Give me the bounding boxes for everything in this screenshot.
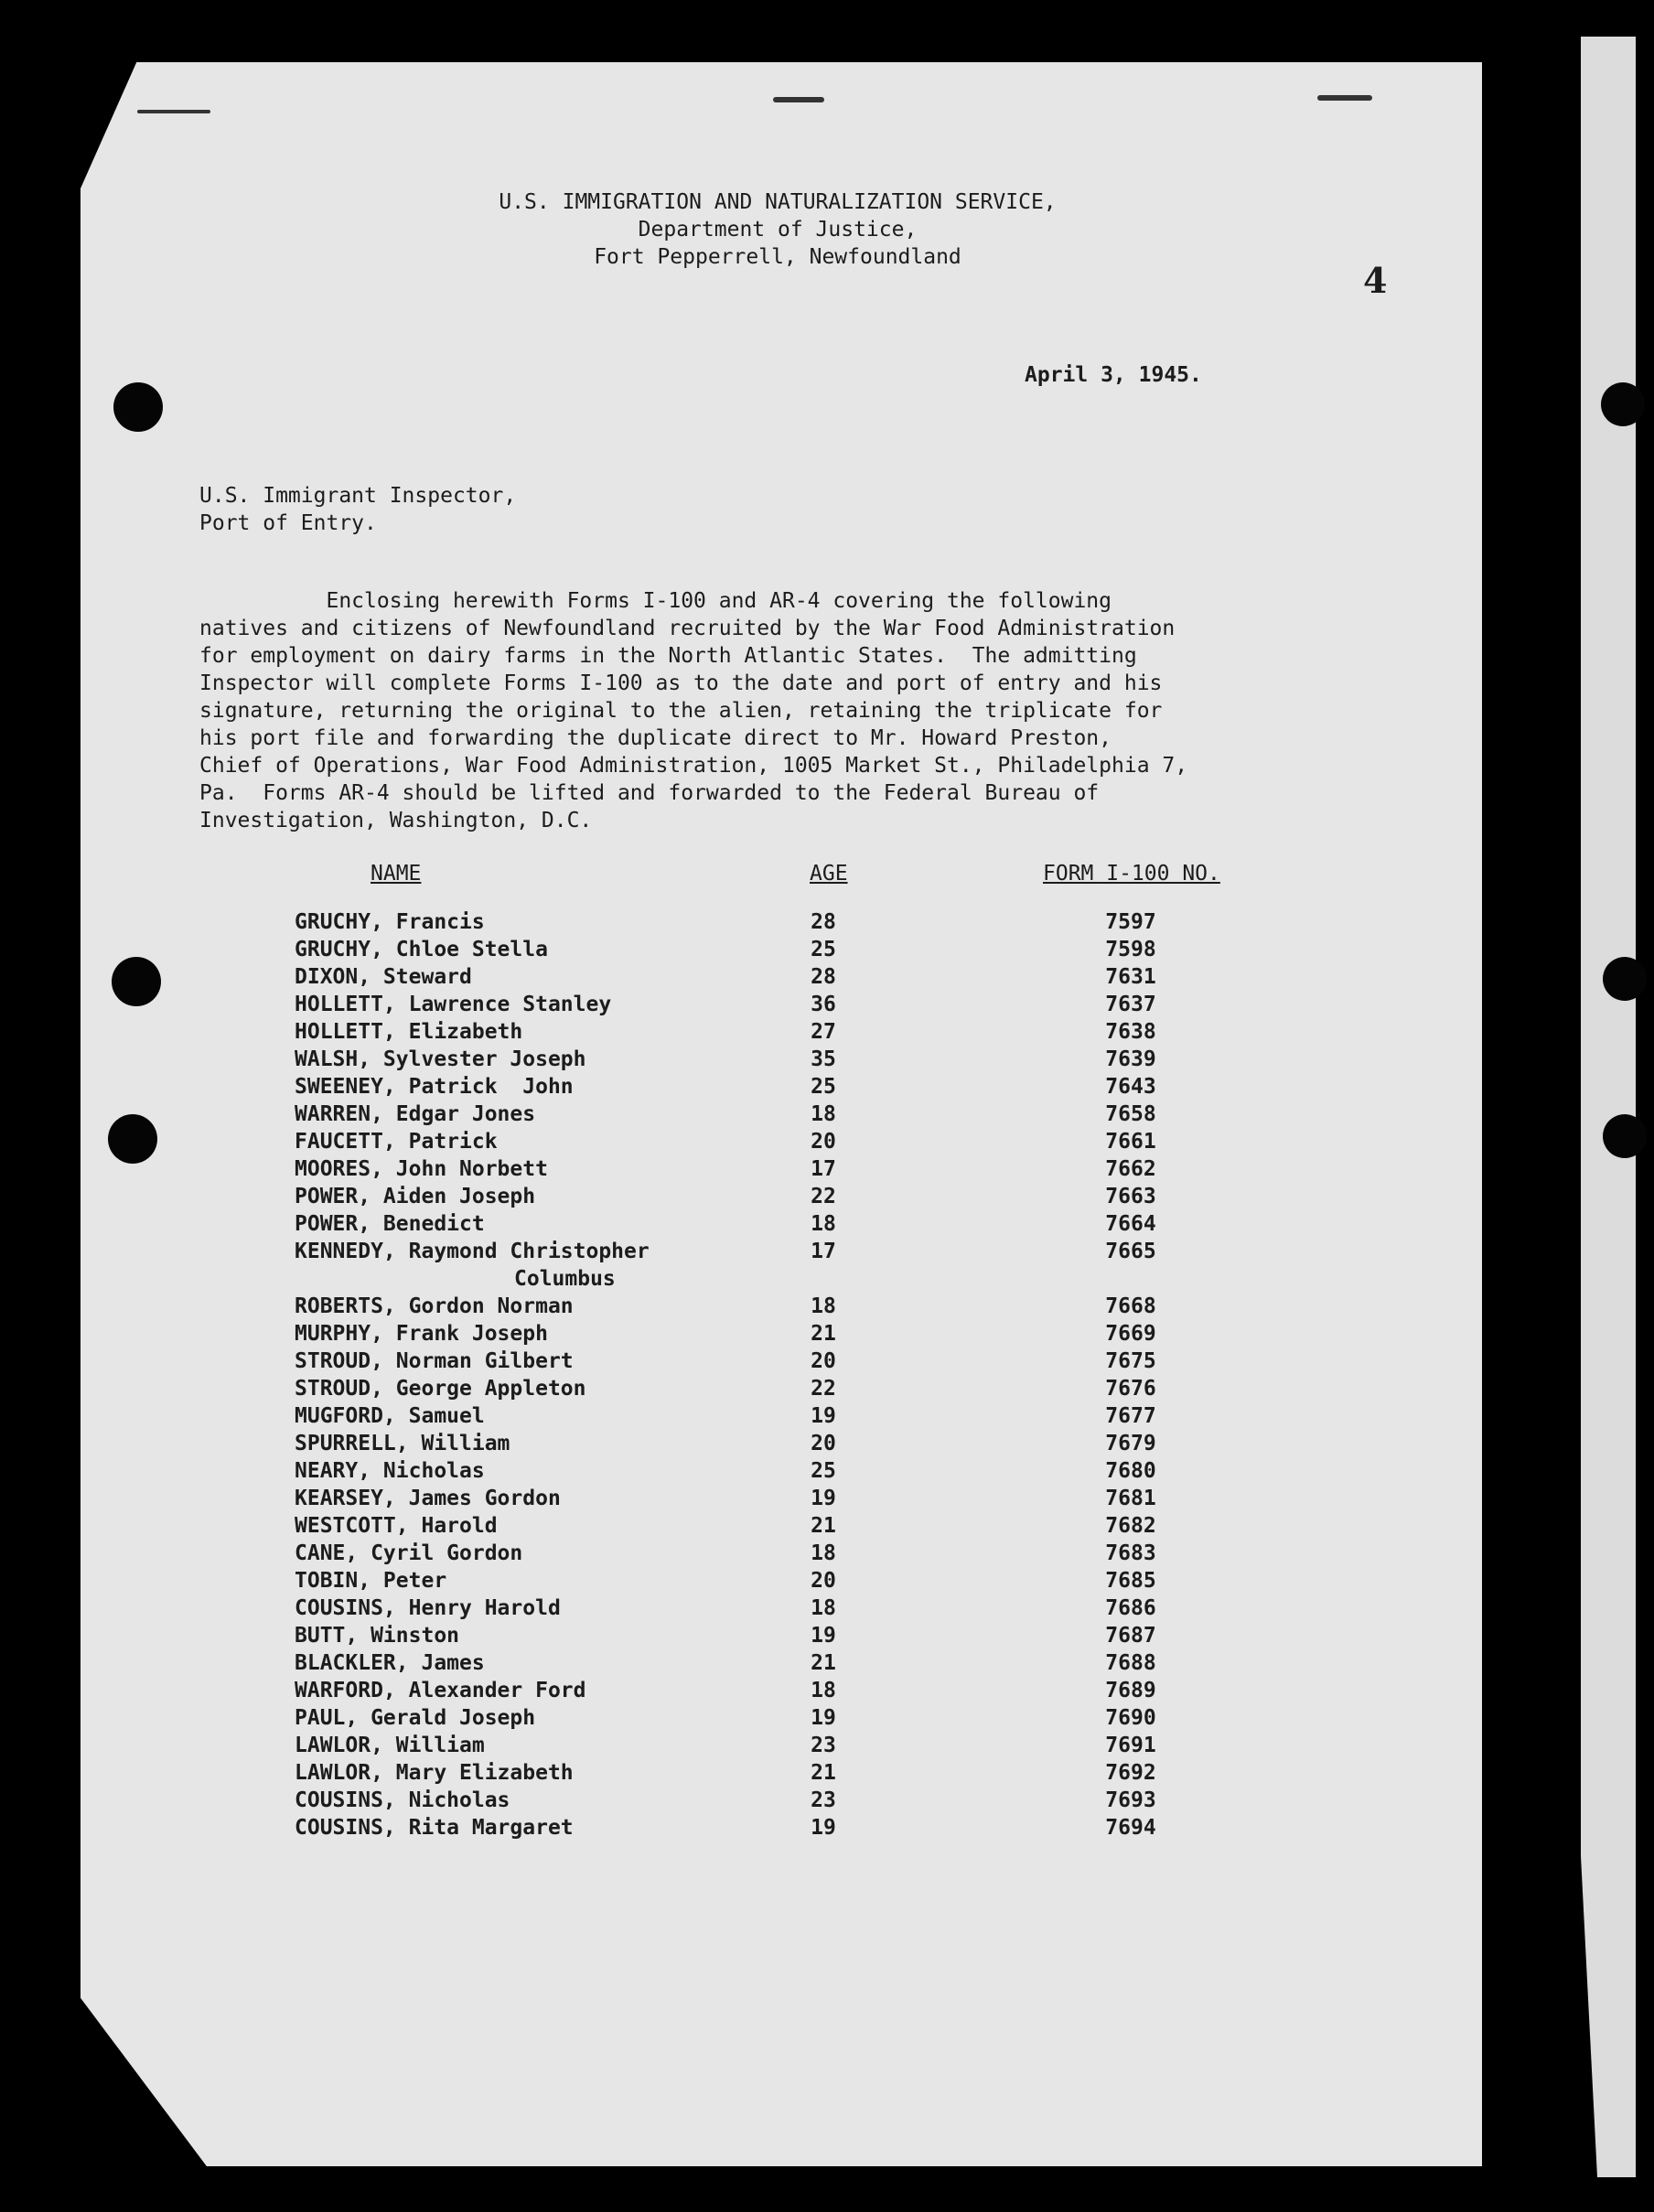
recruit-name: KENNEDY, Raymond Christopher	[295, 1240, 650, 1263]
recruit-name: POWER, Aiden Joseph	[295, 1185, 536, 1208]
recruit-age: 23	[811, 1788, 836, 1812]
body-line: natives and citizens of Newfoundland recruited by the War Food Administration	[199, 617, 1176, 640]
recruit-form-number: 7638	[1105, 1020, 1156, 1044]
recruit-age: 17	[811, 1157, 836, 1181]
addressee-line: Port of Entry.	[199, 511, 377, 535]
recruit-form-number: 7691	[1105, 1734, 1156, 1757]
list-item	[0, 1540, 1654, 1567]
letterhead-department: Department of Justice,	[638, 218, 918, 242]
body-line: Pa. Forms AR-4 should be lifted and forwarded to the Federal Bureau of	[199, 781, 1100, 805]
recruit-age: 19	[811, 1706, 836, 1730]
recruit-name: WALSH, Sylvester Joseph	[295, 1047, 586, 1071]
recruit-name: LAWLOR, Mary Elizabeth	[295, 1761, 574, 1785]
recruit-name: SPURRELL, William	[295, 1432, 510, 1455]
list-item	[0, 908, 1654, 936]
recruit-form-number: 7668	[1105, 1294, 1156, 1318]
recruit-form-number: 7686	[1105, 1596, 1156, 1620]
letterhead	[412, 188, 1144, 271]
recruit-age: 20	[811, 1569, 836, 1593]
recruit-age: 27	[811, 1020, 836, 1044]
list-item	[0, 1732, 1654, 1759]
recruit-name: DIXON, Steward	[295, 965, 472, 989]
recruit-name: MUGFORD, Samuel	[295, 1404, 485, 1428]
recruit-name: GRUCHY, Francis	[295, 910, 485, 934]
list-item	[0, 1238, 1654, 1265]
recruit-form-number: 7637	[1105, 993, 1156, 1016]
recruit-form-number: 7683	[1105, 1541, 1156, 1565]
recruit-age: 20	[811, 1130, 836, 1154]
list-item	[0, 1814, 1654, 1842]
recruit-name: LAWLOR, William	[295, 1734, 485, 1757]
recruit-age: 23	[811, 1734, 836, 1757]
letterhead-location: Fort Pepperrell, Newfoundland	[594, 245, 961, 269]
recruit-form-number: 7677	[1105, 1404, 1156, 1428]
body-line: for employment on dairy farms in the North Atlantic States. The admitting	[199, 644, 1137, 668]
recruit-age: 19	[811, 1624, 836, 1648]
list-item	[0, 991, 1654, 1018]
letterhead-agency: U.S. IMMIGRATION AND NATURALIZATION SERVICE,	[499, 190, 1057, 214]
column-header-age: AGE	[810, 862, 848, 886]
body-line: Chief of Operations, War Food Administration, 1005 Market St., Philadelphia 7,	[199, 754, 1188, 778]
list-item	[0, 1649, 1654, 1677]
recruit-form-number: 7675	[1105, 1349, 1156, 1373]
recruit-name: ROBERTS, Gordon Norman	[295, 1294, 574, 1318]
list-item	[0, 963, 1654, 991]
recruit-form-number: 7685	[1105, 1569, 1156, 1593]
recruit-age: 25	[811, 1075, 836, 1099]
recruit-form-number: 7690	[1105, 1706, 1156, 1730]
recruit-form-number: 7643	[1105, 1075, 1156, 1099]
recruit-age: 18	[811, 1596, 836, 1620]
recruit-name: GRUCHY, Chloe Stella	[295, 938, 548, 961]
recruit-form-number: 7639	[1105, 1047, 1156, 1071]
recruit-form-number: 7664	[1105, 1212, 1156, 1236]
recruit-age: 25	[811, 1459, 836, 1483]
list-item	[0, 1567, 1654, 1595]
page-number: 4	[1363, 260, 1388, 301]
list-item	[0, 1320, 1654, 1348]
list-item	[0, 1183, 1654, 1210]
list-item	[0, 1018, 1654, 1046]
recruit-age: 19	[811, 1487, 836, 1510]
recruit-name: CANE, Cyril Gordon	[295, 1541, 523, 1565]
recruit-name: COUSINS, Nicholas	[295, 1788, 510, 1812]
recruit-form-number: 7676	[1105, 1377, 1156, 1401]
recruit-form-number: 7631	[1105, 965, 1156, 989]
recruit-age: 18	[811, 1294, 836, 1318]
recruit-age: 21	[811, 1322, 836, 1346]
recruit-form-number: 7665	[1105, 1240, 1156, 1263]
addressee-line: U.S. Immigrant Inspector,	[199, 484, 517, 508]
recruit-name: COUSINS, Rita Margaret	[295, 1816, 574, 1840]
recruit-form-number: 7669	[1105, 1322, 1156, 1346]
list-item	[0, 1101, 1654, 1128]
recruit-age: 21	[811, 1651, 836, 1675]
recruit-form-number: 7682	[1105, 1514, 1156, 1538]
body-line: signature, returning the original to the alien, retaining the triplicate for	[199, 699, 1163, 723]
recruit-name: MOORES, John Norbett	[295, 1157, 548, 1181]
list-item	[0, 1073, 1654, 1101]
body-line: Investigation, Washington, D.C.	[199, 809, 593, 832]
recruit-name: STROUD, George Appleton	[295, 1377, 586, 1401]
recruit-age: 17	[811, 1240, 836, 1263]
body-line: Enclosing herewith Forms I-100 and AR-4 covering the following	[199, 589, 1112, 613]
list-item	[0, 1046, 1654, 1073]
recruit-name: NEARY, Nicholas	[295, 1459, 485, 1483]
list-item	[0, 1155, 1654, 1183]
recruit-age: 36	[811, 993, 836, 1016]
letter-date: April 3, 1945.	[1025, 363, 1202, 387]
recruit-age: 18	[811, 1102, 836, 1126]
recruit-form-number: 7597	[1105, 910, 1156, 934]
recruit-name: KEARSEY, James Gordon	[295, 1487, 561, 1510]
recruit-name: POWER, Benedict	[295, 1212, 485, 1236]
recruit-form-number: 7694	[1105, 1816, 1156, 1840]
body-line: his port file and forwarding the duplicate direct to Mr. Howard Preston,	[199, 726, 1112, 750]
recruit-form-number: 7688	[1105, 1651, 1156, 1675]
list-item	[0, 1787, 1654, 1814]
recruit-form-number: 7658	[1105, 1102, 1156, 1126]
recruit-name: MURPHY, Frank Joseph	[295, 1322, 548, 1346]
recruit-age: 21	[811, 1514, 836, 1538]
recruit-form-number: 7692	[1105, 1761, 1156, 1785]
recruit-age: 28	[811, 910, 836, 934]
recruit-form-number: 7687	[1105, 1624, 1156, 1648]
recruit-name: WESTCOTT, Harold	[295, 1514, 498, 1538]
list-item	[0, 1485, 1654, 1512]
recruit-age: 22	[811, 1377, 836, 1401]
recruit-name: HOLLETT, Elizabeth	[295, 1020, 523, 1044]
list-item	[0, 1210, 1654, 1238]
recruit-age: 19	[811, 1404, 836, 1428]
recruit-age: 18	[811, 1212, 836, 1236]
letter-body	[199, 587, 1380, 834]
recruit-name: FAUCETT, Patrick	[295, 1130, 498, 1154]
list-item	[0, 1348, 1654, 1375]
list-item	[0, 1375, 1654, 1402]
column-header-form: FORM I-100 NO.	[1043, 862, 1220, 886]
recruit-form-number: 7693	[1105, 1788, 1156, 1812]
recruit-age: 35	[811, 1047, 836, 1071]
recruit-age: 21	[811, 1761, 836, 1785]
recruit-age: 28	[811, 965, 836, 989]
column-header-name: NAME	[371, 862, 422, 886]
recruit-form-number: 7679	[1105, 1432, 1156, 1455]
list-item	[0, 936, 1654, 963]
recruit-age: 19	[811, 1816, 836, 1840]
recruit-name: BUTT, Winston	[295, 1624, 460, 1648]
list-item	[0, 1759, 1654, 1787]
recruit-form-number: 7662	[1105, 1157, 1156, 1181]
recruit-form-number: 7680	[1105, 1459, 1156, 1483]
recruit-name: STROUD, Norman Gilbert	[295, 1349, 574, 1373]
recruit-name: COUSINS, Henry Harold	[295, 1596, 561, 1620]
recruit-name: WARFORD, Alexander Ford	[295, 1679, 586, 1702]
list-item	[0, 1677, 1654, 1704]
recruit-name: PAUL, Gerald Joseph	[295, 1706, 536, 1730]
recruit-name: HOLLETT, Lawrence Stanley	[295, 993, 612, 1016]
list-item	[0, 1512, 1654, 1540]
recruit-name: SWEENEY, Patrick John	[295, 1075, 574, 1099]
recruit-name: TOBIN, Peter	[295, 1569, 447, 1593]
addressee	[199, 482, 516, 537]
recruit-form-number: 7598	[1105, 938, 1156, 961]
recruit-age: 25	[811, 938, 836, 961]
recruit-form-number: 7661	[1105, 1130, 1156, 1154]
list-item	[0, 1430, 1654, 1457]
recruit-age: 22	[811, 1185, 836, 1208]
list-item	[0, 1704, 1654, 1732]
recruit-form-number: 7681	[1105, 1487, 1156, 1510]
list-item	[0, 1128, 1654, 1155]
recruit-form-number: 7689	[1105, 1679, 1156, 1702]
recruit-age: 20	[811, 1349, 836, 1373]
recruit-age: 18	[811, 1679, 836, 1702]
list-item	[0, 1402, 1654, 1430]
list-item	[0, 1293, 1654, 1320]
recruit-name: Columbus	[514, 1267, 616, 1291]
recruit-form-number: 7663	[1105, 1185, 1156, 1208]
list-item	[0, 1595, 1654, 1622]
recruit-name: BLACKLER, James	[295, 1651, 485, 1675]
list-item	[0, 1622, 1654, 1649]
list-item	[0, 1265, 1654, 1293]
recruit-name: WARREN, Edgar Jones	[295, 1102, 536, 1126]
recruit-list	[0, 908, 1654, 1842]
recruit-age: 20	[811, 1432, 836, 1455]
body-line: Inspector will complete Forms I-100 as to the date and port of entry and his	[199, 671, 1163, 695]
recruit-age: 18	[811, 1541, 836, 1565]
list-item	[0, 1457, 1654, 1485]
